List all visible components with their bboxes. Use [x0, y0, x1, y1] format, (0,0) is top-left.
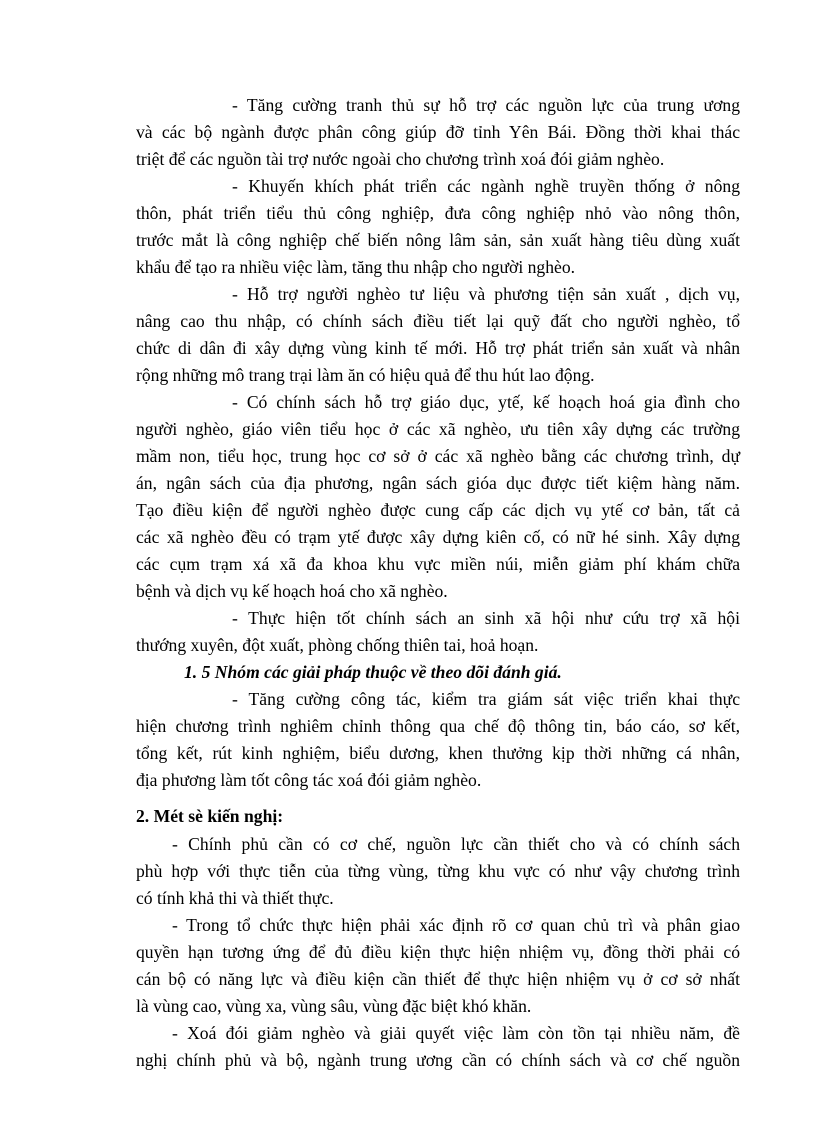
- text-line: Tạo điều kiện để người nghèo được cung cấp các dịch vụ ytế cơ bản, tất cả: [136, 500, 740, 520]
- text-line: bệnh và dịch vụ kế hoạch hoá cho xã nghèo.: [136, 581, 448, 601]
- text-line: quyền hạn tương ứng để đủ điều kiện thực hiện nhiệm vụ, đồng thời phải có: [136, 942, 740, 962]
- text-line: thướng xuyên, đột xuất, phòng chống thiên tai, hoả hoạn.: [136, 635, 539, 655]
- text-line: triệt để các nguồn tài trợ nước ngoài cho chương trình xoá đói giảm nghèo.: [136, 149, 665, 169]
- text-line: - Có chính sách hỗ trợ giáo dục, ytế, kế hoạch hoá gia đình cho: [232, 392, 740, 412]
- text-line: trước mắt là công nghiệp chế biến nông lâm sản, sản xuất hàng tiêu dùng xuất: [136, 230, 740, 250]
- text-line: - Hỗ trợ người nghèo tư liệu và phương tiện sản xuất , dịch vụ,: [232, 284, 740, 304]
- text-line: mầm non, tiểu học, trung học cơ sở ở các xã nghèo bằng các chương trình, dự: [136, 446, 740, 466]
- text-line: nghị chính phủ và bộ, ngành trung ương cần có chính sách và cơ chế nguồn: [136, 1050, 740, 1070]
- text-line: cán bộ có năng lực và điều kiện cần thiết để thực hiện nhiệm vụ ở cơ sở nhất: [136, 969, 740, 989]
- text-line: có tính khả thi và thiết thực.: [136, 888, 334, 908]
- text-line: địa phương làm tốt công tác xoá đói giảm nghèo.: [136, 770, 482, 790]
- text-line: chức di dân đi xây dựng vùng kinh tế mới. Hỗ trợ phát triển sản xuất và nhân: [136, 338, 740, 358]
- text-line: - Tăng cường tranh thủ sự hỗ trợ các nguồn lực của trung ương: [232, 95, 740, 115]
- text-line: và các bộ ngành được phân công giúp đỡ tỉnh Yên Bái. Đồng thời khai thác: [136, 122, 740, 142]
- text-line: khẩu để tạo ra nhiều việc làm, tăng thu nhập cho người nghèo.: [136, 257, 576, 277]
- text-line: - Xoá đói giảm nghèo và giải quyết việc làm còn tồn tại nhiều năm, đề: [172, 1023, 740, 1043]
- text-line: - Tăng cường công tác, kiểm tra giám sát việc triển khai thực: [232, 689, 740, 709]
- text-line: là vùng cao, vùng xa, vùng sâu, vùng đặc biệt khó khăn.: [136, 996, 532, 1016]
- text-line: thôn, phát triển tiểu thủ công nghiệp, đưa công nghiệp nhỏ vào nông thôn,: [136, 203, 740, 223]
- section-heading-1-5: 1. 5 Nhóm các giải pháp thuộc về theo dõi đánh giá.: [184, 662, 562, 682]
- text-line: - Chính phủ cần có cơ chế, nguồn lực cần thiết cho và có chính sách: [172, 834, 740, 854]
- text-line: - Thực hiện tốt chính sách an sinh xã hội như cứu trợ xã hội: [232, 608, 740, 628]
- text-line: nâng cao thu nhập, có chính sách điều tiết lại quỹ đất cho người nghèo, tổ: [136, 311, 740, 331]
- text-line: các xã nghèo đều có trạm ytế được xây dựng kiên cố, có nữ hé sinh. Xây dựng: [136, 527, 740, 547]
- text-line: hiện chương trình nghiêm chỉnh thông qua chế độ thông tin, báo cáo, sơ kết,: [136, 716, 740, 736]
- text-line: người nghèo, giáo viên tiểu học ở các xã nghèo, ưu tiên xây dựng các trường: [136, 419, 740, 439]
- section-heading-2: 2. Mét sè kiến nghị:: [136, 806, 284, 826]
- text-line: án, ngân sách của địa phương, ngân sách gióa dục được tiết kiệm hàng năm.: [136, 473, 740, 493]
- text-line: - Trong tổ chức thực hiện phải xác định rõ cơ quan chủ trì và phân giao: [172, 915, 740, 935]
- text-line: - Khuyến khích phát triển các ngành nghề truyền thống ở nông: [232, 176, 740, 196]
- text-line: tổng kết, rút kinh nghiệm, biểu dương, khen thưởng kịp thời những cá nhân,: [136, 743, 740, 763]
- text-line: các cụm trạm xá xã đa khoa khu vực miền núi, miễn giảm phí khám chữa: [136, 554, 740, 574]
- text-line: rộng những mô trang trại làm ăn có hiệu quả để thu hút lao động.: [136, 365, 595, 385]
- text-line: phù hợp với thực tiễn của từng vùng, từng khu vực có như vậy chương trình: [136, 861, 740, 881]
